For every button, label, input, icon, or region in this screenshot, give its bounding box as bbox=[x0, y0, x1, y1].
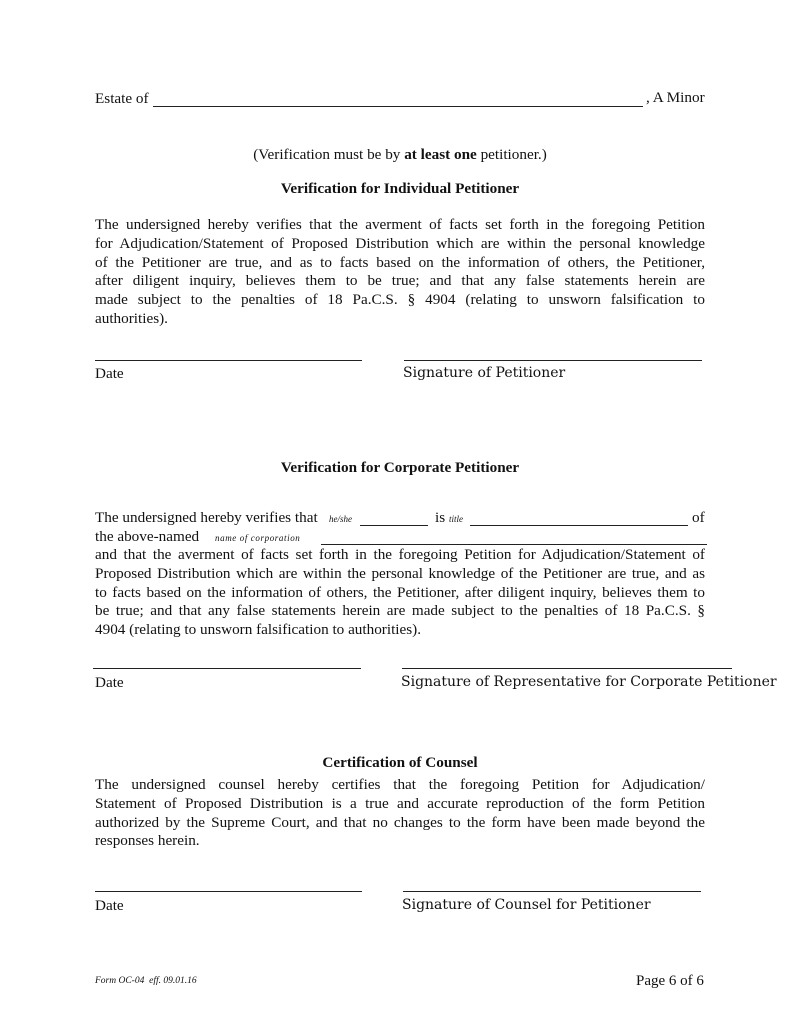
hint-title: title bbox=[449, 514, 463, 524]
individual-date-label: Date bbox=[95, 365, 124, 382]
page-number: Page 6 of 6 bbox=[636, 973, 704, 989]
note-text-before: (Verification must be by bbox=[253, 146, 405, 163]
corporate-line: to facts based on the information of others, the Petitioner, after diligent inquiry, believes them to bbox=[95, 583, 705, 601]
individual-line: The undersigned hereby verifies that the averment of facts set forth in the foregoing Petition bbox=[95, 216, 705, 233]
individual-date-field[interactable] bbox=[95, 360, 362, 361]
counsel-paragraph bbox=[95, 776, 705, 851]
note-text-after: petitioner.) bbox=[476, 146, 547, 163]
hint-heshe: he/she bbox=[329, 514, 352, 524]
corporate-paragraph bbox=[95, 546, 705, 640]
corporate-line-2 bbox=[95, 528, 715, 548]
above-named-text: the above-named bbox=[95, 528, 200, 545]
of-text: of bbox=[692, 509, 705, 526]
is-text: is bbox=[435, 509, 446, 526]
counsel-signature-field[interactable] bbox=[403, 891, 701, 892]
individual-line: of the Petitioner are true, and as to facts based on the information of others, the Petitioner, bbox=[95, 253, 705, 271]
corporate-date-label: Date bbox=[95, 674, 124, 691]
corporate-signature-label: Signature of Representative for Corporate Petitioner bbox=[401, 674, 777, 690]
individual-paragraph bbox=[95, 216, 705, 329]
counsel-date-field[interactable] bbox=[95, 891, 362, 892]
counsel-date-label: Date bbox=[95, 897, 124, 914]
corporate-date-field[interactable] bbox=[93, 668, 361, 669]
corporate-signature-field[interactable] bbox=[402, 668, 732, 669]
counsel-line: authorized by the Supreme Court, and that no changes to the form have been made beyond the bbox=[95, 813, 705, 831]
individual-heading: Verification for Individual Petitioner bbox=[280, 180, 520, 197]
individual-line: for Adjudication/Statement of Proposed Distribution which are within the personal knowledge bbox=[95, 234, 705, 252]
heshe-field[interactable] bbox=[360, 511, 428, 526]
verification-note bbox=[0, 146, 800, 164]
counsel-heading: Certification of Counsel bbox=[322, 754, 478, 771]
estate-line bbox=[95, 90, 715, 110]
counsel-signature-label: Signature of Counsel for Petitioner bbox=[402, 897, 651, 913]
corporate-line: 4904 (relating to unsworn falsification to authorities). bbox=[95, 621, 422, 639]
corporate-verifies-text: The undersigned hereby verifies that bbox=[95, 509, 318, 526]
corporation-name-field[interactable] bbox=[321, 530, 707, 545]
form-id: Form OC-04 eff. 09.01.16 bbox=[95, 976, 197, 986]
counsel-line: Statement of Proposed Distribution is a true and accurate reproduction of the form Petition bbox=[95, 794, 705, 812]
estate-prefix: Estate of bbox=[95, 90, 149, 107]
counsel-line: responses herein. bbox=[95, 832, 200, 850]
individual-line: made subject to the penalties of 18 Pa.C.S. § 4904 (relating to unsworn falsification to bbox=[95, 291, 705, 309]
corporate-heading: Verification for Corporate Petitioner bbox=[280, 459, 520, 476]
corporate-line: be true; and that any false statements herein are made subject to the penalties of 18 Pa.C.S. § bbox=[95, 602, 705, 620]
note-text-bold: at least one bbox=[404, 146, 477, 163]
individual-signature-field[interactable] bbox=[404, 360, 702, 361]
corporate-line: and that the averment of facts set forth in the foregoing Petition for Adjudication/Statement of bbox=[95, 546, 705, 563]
individual-signature-label: Signature of Petitioner bbox=[403, 365, 566, 381]
estate-suffix: , A Minor bbox=[646, 89, 705, 106]
hint-corporation: name of corporation bbox=[215, 533, 301, 543]
corporate-line-1 bbox=[95, 509, 715, 529]
individual-line: authorities). bbox=[95, 309, 168, 327]
counsel-line: The undersigned counsel hereby certifies that the foregoing Petition for Adjudication/ bbox=[95, 776, 705, 793]
title-field[interactable] bbox=[470, 511, 688, 526]
corporate-line: Proposed Distribution which are within the personal knowledge of the Petitioner are true, and as bbox=[95, 564, 705, 582]
estate-name-field[interactable] bbox=[153, 92, 643, 107]
individual-line: after diligent inquiry, believes them to be true; and that any false statements herein are bbox=[95, 272, 705, 290]
